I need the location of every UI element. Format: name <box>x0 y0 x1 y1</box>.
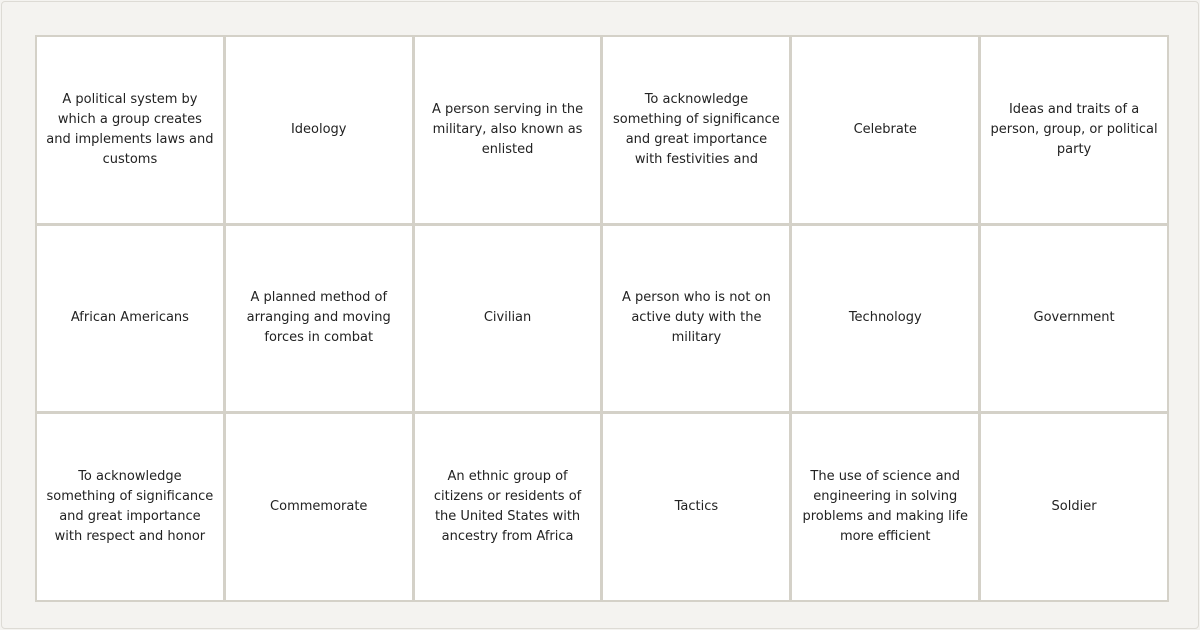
match-card[interactable] <box>226 414 412 600</box>
match-card[interactable] <box>792 37 978 223</box>
card-text: A person serving in the military, also known as enlisted <box>432 101 584 157</box>
card-text: To acknowledge something of significance and great importance with respect and honor <box>46 469 214 545</box>
card-text: A person who is not on active duty with the military <box>622 290 771 346</box>
card-text: Ideas and traits of a person, group, or political party <box>990 101 1158 157</box>
match-card[interactable] <box>37 414 223 600</box>
match-card[interactable] <box>981 414 1167 600</box>
match-card[interactable] <box>415 414 601 600</box>
card-text: Ideology <box>290 121 347 137</box>
match-card[interactable] <box>603 414 789 600</box>
game-board-frame <box>1 1 1199 629</box>
card-text: A political system by which a group creates and implements laws and customs <box>46 91 214 167</box>
match-card[interactable] <box>37 226 223 412</box>
match-card[interactable] <box>981 226 1167 412</box>
card-text: Tactics <box>674 499 719 515</box>
card-text: Soldier <box>1051 499 1097 515</box>
match-card[interactable] <box>37 37 223 223</box>
matching-card-grid <box>35 35 1169 602</box>
match-card[interactable] <box>981 37 1167 223</box>
match-card[interactable] <box>603 226 789 412</box>
card-text: Civilian <box>483 310 532 326</box>
card-text: Technology <box>848 310 922 326</box>
card-text: An ethnic group of citizens or residents of the United States with ancestry from Africa <box>433 469 582 545</box>
card-text: Commemorate <box>270 499 368 515</box>
match-card[interactable] <box>792 226 978 412</box>
card-text: African Americans <box>70 310 189 326</box>
card-text: The use of science and engineering in solving problems and making life more efficient <box>802 469 968 545</box>
match-card[interactable] <box>415 37 601 223</box>
card-text: A planned method of arranging and moving forces in combat <box>246 290 391 346</box>
match-card[interactable] <box>226 37 412 223</box>
match-card[interactable] <box>603 37 789 223</box>
card-text: Celebrate <box>853 121 917 137</box>
match-card[interactable] <box>226 226 412 412</box>
match-card[interactable] <box>792 414 978 600</box>
card-text: To acknowledge something of significance and great importance with festivities and <box>613 91 780 167</box>
card-text: Government <box>1033 310 1115 326</box>
match-card[interactable] <box>415 226 601 412</box>
